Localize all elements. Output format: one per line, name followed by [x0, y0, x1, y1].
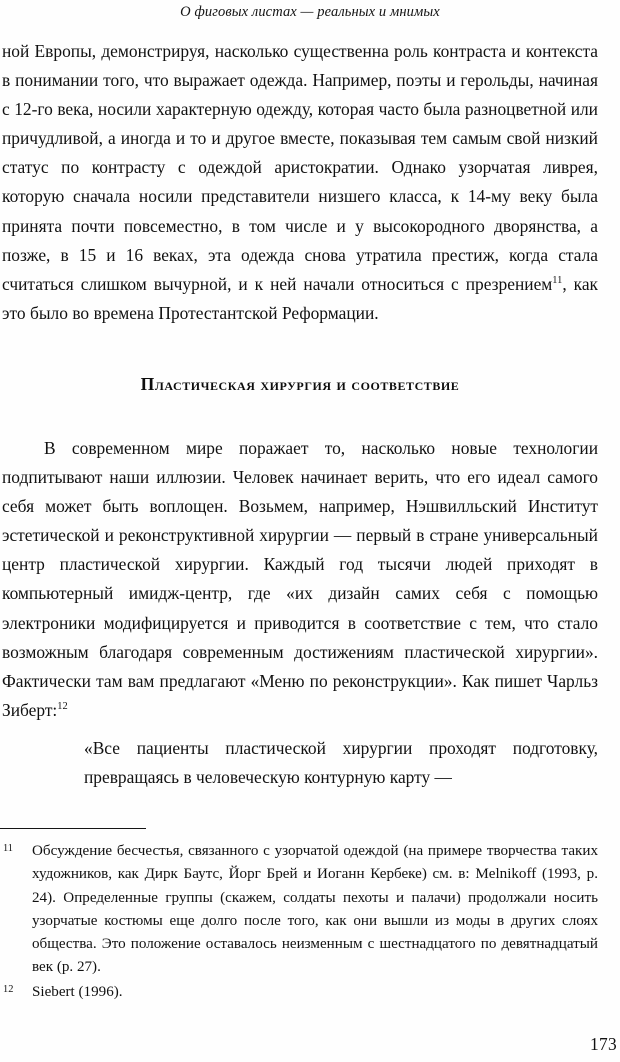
page-number: 173	[590, 1034, 617, 1054]
footnote-reference-11: 11	[552, 274, 563, 286]
block-quote-text: «Все пациенты пластической хирургии проходят подготовку, превращаясь в человеческую контурную карту —	[84, 738, 598, 788]
footnote-text: Siebert (1996).	[32, 983, 123, 1000]
paragraph-continued-tail: , как это было во времена Протестантской Реформации.	[2, 273, 598, 323]
section-heading: Пластическая хирургия и соответствие	[140, 374, 460, 394]
block-quote	[84, 734, 598, 792]
paragraph-second	[2, 434, 598, 725]
paragraph-continued-text: ной Европы, демонстрируя, насколько существенна роль контраста и контекста в понимании того, что выражает одежда. Например, поэты и герольды, начиная с 12-го века, носили характерную одежду, которая часто была разноцветной или причудливой, а иногда и то и другое вместе, показывая тем самым свой низкий статус по контрасту с одеждой аристократии. Однако узорчатая ливрея, которую сначала носили представители низшего класса, к 14-му веку была принята почти повсеместно, в том числе и у высокородного дворянства, а позже, в 15 и 16 веках, эта одежда снова утратила престиж, когда стала считаться слишком вычурной, и к ней начали относиться с презрением	[2, 41, 598, 294]
section-heading-wrapper	[2, 374, 598, 395]
footnote-number: 11	[3, 843, 14, 854]
running-head: О фиговых листах — реальных и мнимых	[180, 4, 440, 20]
footnote-item	[2, 840, 598, 980]
footnote-item	[2, 981, 598, 1004]
paragraph-continued	[2, 37, 598, 328]
footnote-reference-12: 12	[57, 701, 68, 713]
footnote-number: 12	[3, 983, 14, 995]
footnote-list	[2, 840, 598, 1005]
footnote-text: Обсуждение бесчестья, связанного с узорчатой одеждой (на примере творчества таких художников, как Дирк Баутс, Йорг Брей и Иоганн Кербеке) см. в: Melnikoff (1993, p. 24). Определенные группы (скажем, солдаты пехоты и палачи) продолжали носить узорчатые костюмы еще долго после того, как они вышли из моды в других слоях общества. Это положение оставалось неизменным с шестнадцатого по девятнадцатый век (p. 27).	[32, 843, 598, 976]
footnote-separator-rule	[0, 828, 146, 829]
paragraph-second-text: В современном мире поражает то, насколько новые технологии подпитывают наши иллюзии. Человек начинает верить, что его идеал самого себя может быть воплощен. Возьмем, например, Нэшвилльский Институт эстетической и реконструктивной хирургии — первый в стране универсальный центр пластической хирургии. Каждый год тысячи людей приходят в компьютерный имидж-центр, где «их дизайн самих себя с помощью электроники модифицируется и приводится в соответствие с тем, что стало возможным благодаря современным достижениям пластической хирургии». Фактически там вам предлагают «Меню по реконструкции». Как пишет Чарльз Зиберт:	[2, 438, 598, 720]
body-text-column-lower	[2, 434, 598, 725]
body-text-column-upper	[2, 37, 598, 328]
